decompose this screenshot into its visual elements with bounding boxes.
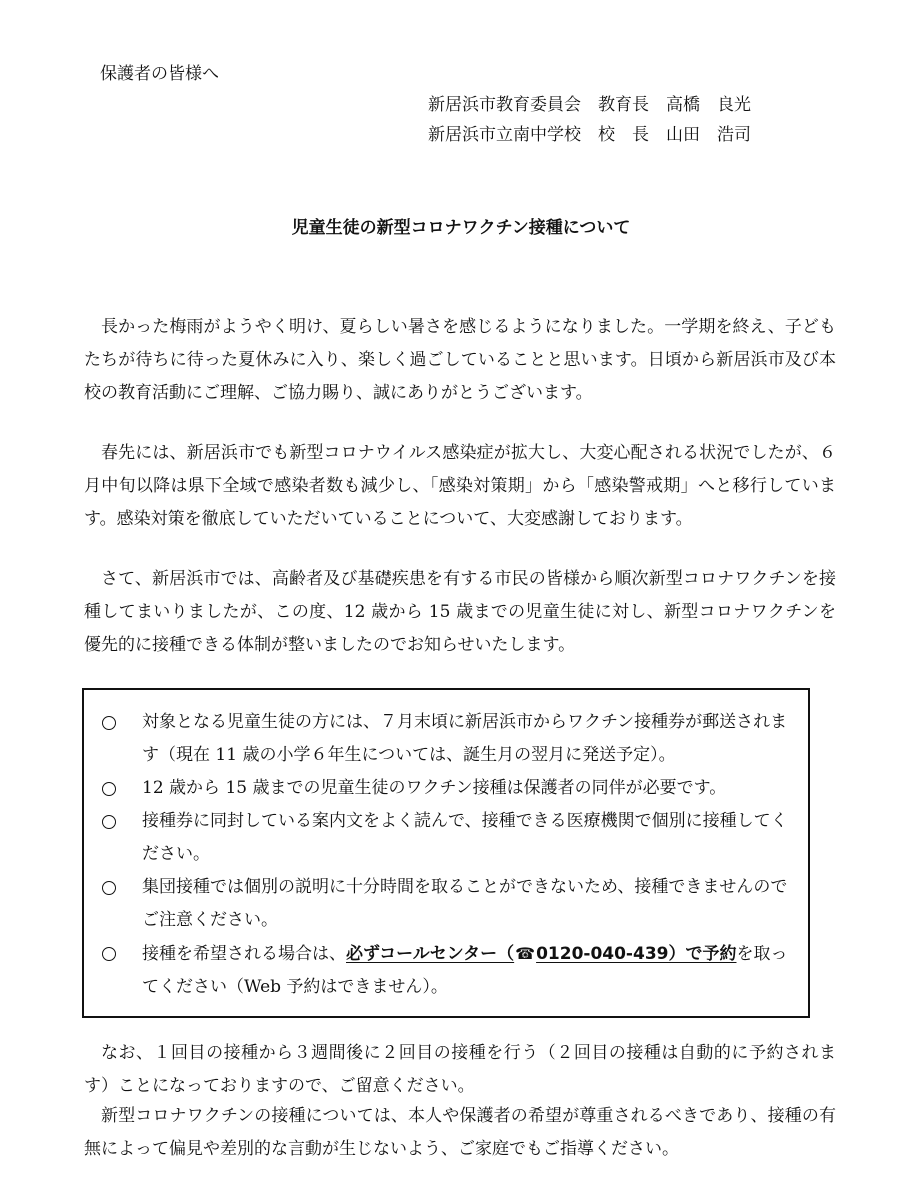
notice-item-text: 対象となる児童生徒の方には、７月末頃に新居浜市からワクチン接種券が郵送されます（現在 11 歳の小学６年生については、誕生月の翌月に発送予定）。 bbox=[142, 712, 788, 765]
notice-item bbox=[100, 706, 800, 772]
call-center-emphasis bbox=[346, 944, 736, 964]
paragraph-second-dose bbox=[84, 1037, 836, 1103]
reservation-intro: 接種を希望される場合は、 bbox=[142, 944, 346, 964]
notice-item bbox=[100, 871, 800, 937]
circle-bullet-icon bbox=[102, 716, 116, 730]
call-center-number: 0120-040-439）で予約 bbox=[536, 944, 737, 964]
sender-line-principal: 新居浜市立南中学校 校 長 山田 浩司 bbox=[428, 125, 751, 145]
notice-item bbox=[100, 772, 800, 805]
paragraph-text: なお、１回目の接種から３週間後に２回目の接種を行う（２回目の接種は自動的に予約されます）ことになっておりますので、ご留意ください。 bbox=[84, 1043, 836, 1096]
call-center-label: 必ずコールセンター（ bbox=[346, 944, 515, 964]
paragraph-text: 長かった梅雨がようやく明け、夏らしい暑さを感じるようになりました。一学期を終え、子どもたちが待ちに待った夏休みに入り、楽しく過ごしていることと思います。日頃から新居浜市及び本校の教育活動にご理解、ご協力賜り、誠にありがとうございます。 bbox=[84, 317, 836, 403]
paragraph-text: 春先には、新居浜市でも新型コロナウイルス感染症が拡大し、大変心配される状況でしたが、６月中旬以降は県下全域で感染者数も減少し、「感染対策期」から「感染警戒期」へと移行しています。感染対策を徹底していただいていることについて、大変感謝しております。 bbox=[84, 443, 836, 529]
notice-box bbox=[82, 688, 810, 1018]
notice-list bbox=[100, 706, 800, 1004]
paragraph-greeting bbox=[84, 311, 836, 410]
paragraph-text: 新型コロナワクチンの接種については、本人や保護者の希望が尊重されるべきであり、接種の有無によって偏見や差別的な言動が生じないよう、ご家庭でもご指導ください。 bbox=[84, 1106, 836, 1159]
notice-item bbox=[100, 805, 800, 871]
notice-item-text: 接種券に同封している案内文をよく読んで、接種できる医療機関で個別に接種してください。 bbox=[142, 811, 788, 864]
sender-line-board-of-education: 新居浜市教育委員会 教育長 高橋 良光 bbox=[428, 95, 751, 115]
notice-item-text bbox=[142, 937, 800, 1004]
paragraph-vaccination-announcement bbox=[84, 563, 836, 662]
document-title: 児童生徒の新型コロナワクチン接種について bbox=[291, 218, 631, 238]
circle-bullet-icon bbox=[102, 947, 116, 961]
phone-icon: ☎ bbox=[515, 944, 536, 963]
circle-bullet-icon bbox=[102, 881, 116, 895]
paragraph-no-discrimination bbox=[84, 1100, 836, 1166]
circle-bullet-icon bbox=[102, 782, 116, 796]
addressee: 保護者の皆様へ bbox=[100, 64, 219, 84]
paragraph-text: さて、新居浜市では、高齢者及び基礎疾患を有する市民の皆様から順次新型コロナワクチンを接種してまいりましたが、この度、12 歳から 15 歳までの児童生徒に対し、新型コロナワクチンを優先的に接種できる体制が整いましたのでお知らせいたします。 bbox=[84, 569, 836, 655]
reservation-note: を取ってください（Web 予約はできません）。 bbox=[142, 944, 788, 997]
notice-item-text: 集団接種では個別の説明に十分時間を取ることができないため、接種できませんのでご注意ください。 bbox=[142, 877, 788, 930]
sender-block bbox=[428, 90, 751, 150]
paragraph-infection-status bbox=[84, 437, 836, 536]
circle-bullet-icon bbox=[102, 815, 116, 829]
notice-item-text: 12 歳から 15 歳までの児童生徒のワクチン接種は保護者の同伴が必要です。 bbox=[142, 778, 727, 798]
notice-item-reservation bbox=[100, 937, 800, 1004]
